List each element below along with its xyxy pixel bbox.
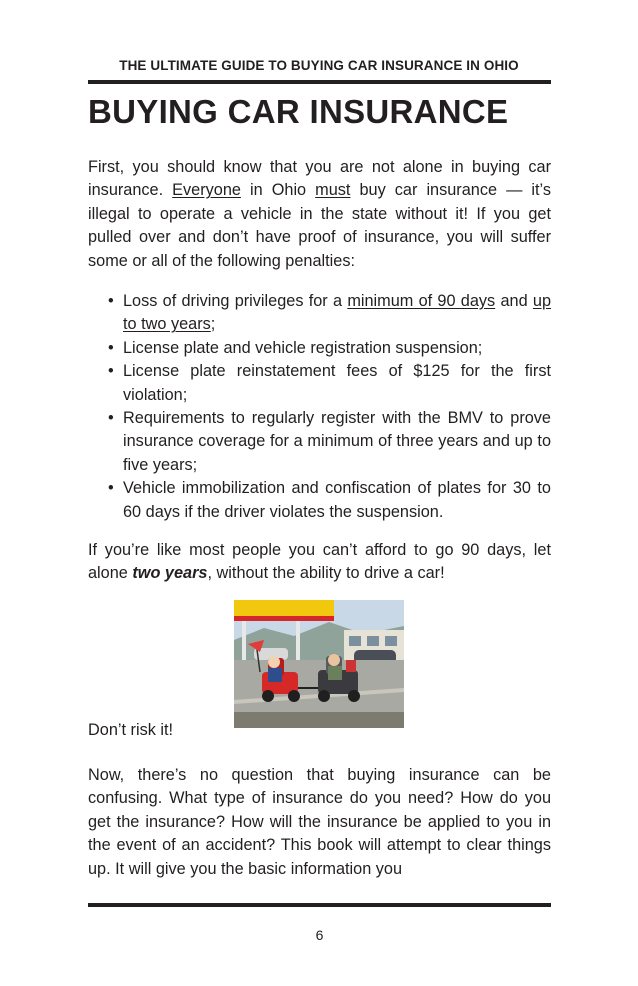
page-number: 6 xyxy=(315,927,324,943)
closing-paragraph: Now, there’s no question that buying insurance can be confusing. What type of insurance do you need? How do you get the insurance? How will the insurance be applied to you in the event of an accident? This book will attempt to clear things up. It will give you the basic information you xyxy=(88,766,551,878)
item-text: and xyxy=(495,292,533,310)
dont-risk-line: Don’t risk it! xyxy=(88,721,174,739)
everyone-underlined: Everyone xyxy=(172,181,241,200)
bullet-icon: • xyxy=(108,409,114,428)
item-text: Requirements to regularly register with the BMV to prove insurance coverage for a minimum of three years and up to five years; xyxy=(123,409,551,474)
afford-paragraph xyxy=(88,539,551,586)
min-days-underlined: minimum of 90 days xyxy=(347,292,496,310)
intro-text-3: buy car insurance — it’s illegal to operate a vehicle in the state without it! If you get pulled over and don’t have proof of insurance, you will suffer some or all of the following penalties: xyxy=(88,181,551,270)
bullet-icon: • xyxy=(108,479,114,498)
afford-text-2: , without the ability to drive a car! xyxy=(207,564,445,583)
bullet-icon: • xyxy=(108,338,114,357)
list-item xyxy=(88,407,551,477)
list-item xyxy=(88,337,551,360)
intro-paragraph xyxy=(88,156,551,273)
item-text: License plate and vehicle registration suspension; xyxy=(123,338,483,357)
penalties-list xyxy=(88,290,551,524)
two-years-emphasis: two years xyxy=(132,564,208,583)
list-item xyxy=(88,360,551,407)
afford-text-1: If you’re like most people you can’t afford to go 90 days, let alone xyxy=(88,541,551,583)
running-header: THE ULTIMATE GUIDE TO BUYING CAR INSURANCE IN OHIO xyxy=(119,58,519,73)
list-item xyxy=(88,477,551,524)
intro-text-1: First, you should know that you are not alone in buying car insurance. xyxy=(88,158,551,200)
two-years-underlined: up to two years xyxy=(123,292,552,334)
item-text: License plate reinstatement fees of $125 for the first violation; xyxy=(123,362,551,404)
header-rule xyxy=(88,80,551,84)
bullet-icon: • xyxy=(108,362,114,381)
mobility-scooter-photo xyxy=(234,600,404,728)
intro-text-2: in Ohio xyxy=(240,181,316,200)
footer-rule xyxy=(88,903,551,907)
item-text: Vehicle immobilization and confiscation of plates for 30 to 60 days if the driver violates the suspension. xyxy=(123,479,551,521)
bullet-icon: • xyxy=(108,292,114,310)
item-text: Loss of driving privileges for a xyxy=(123,292,348,310)
item-text: ; xyxy=(210,315,216,334)
list-item xyxy=(88,290,551,337)
section-title: BUYING CAR INSURANCE xyxy=(88,93,509,130)
must-underlined: must xyxy=(315,181,351,200)
